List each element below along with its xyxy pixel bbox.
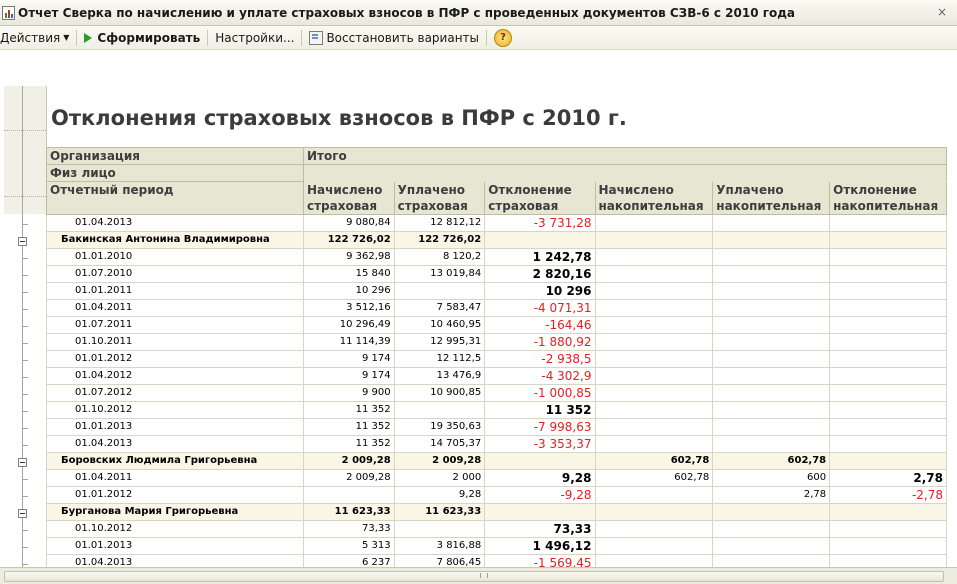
header-blank <box>303 165 946 182</box>
cell-charged-insurance <box>303 487 394 504</box>
cell-paid-insurance: 8 120,2 <box>394 249 485 266</box>
cell-charged-insurance: 11 352 <box>303 402 394 419</box>
cell-deviation-insurance: 1 496,12 <box>485 538 595 555</box>
collapse-group-icon[interactable] <box>18 458 27 467</box>
tree-branch <box>22 547 28 548</box>
report-table <box>46 147 947 567</box>
cell-charged-funded <box>595 266 713 283</box>
cell-deviation-insurance: 9,28 <box>485 470 595 487</box>
period-cell: 01.01.2011 <box>47 283 304 300</box>
cell-deviation-insurance: -2 938,5 <box>485 351 595 368</box>
cell-deviation-insurance: -1 000,85 <box>485 385 595 402</box>
period-cell: 01.10.2012 <box>47 402 304 419</box>
table-row[interactable] <box>47 487 947 504</box>
help-icon: ? <box>494 29 512 47</box>
cell-deviation-insurance: -3 731,28 <box>485 215 595 232</box>
cell-deviation-funded <box>830 453 947 470</box>
cell-charged-funded: 602,78 <box>595 453 713 470</box>
cell-paid-insurance: 3 816,88 <box>394 538 485 555</box>
toolbar-separator <box>76 30 77 46</box>
cell-deviation-funded <box>830 538 947 555</box>
table-row[interactable] <box>47 215 947 232</box>
cell-paid-funded <box>713 504 830 521</box>
tree-branch <box>22 343 28 344</box>
cell-deviation-funded: -2,78 <box>830 487 947 504</box>
tree-branch <box>22 530 28 531</box>
cell-charged-funded <box>595 334 713 351</box>
cell-deviation-funded <box>830 317 947 334</box>
cell-deviation-funded <box>830 334 947 351</box>
chevron-down-icon: ▼ <box>63 33 70 42</box>
period-cell: 01.04.2013 <box>47 555 304 568</box>
period-cell: 01.07.2010 <box>47 266 304 283</box>
tree-branch <box>22 394 28 395</box>
cell-paid-funded: 602,78 <box>713 453 830 470</box>
cell-charged-insurance: 11 352 <box>303 436 394 453</box>
cell-charged-insurance: 3 512,16 <box>303 300 394 317</box>
cell-deviation-insurance: -9,28 <box>485 487 595 504</box>
cell-paid-insurance: 19 350,63 <box>394 419 485 436</box>
header-col-3: Отклонение страховая <box>485 182 595 215</box>
period-cell: 01.04.2011 <box>47 470 304 487</box>
cell-paid-funded <box>713 538 830 555</box>
period-cell: 01.01.2012 <box>47 487 304 504</box>
cell-charged-funded <box>595 385 713 402</box>
tree-branch <box>22 275 28 276</box>
help-button[interactable] <box>491 28 515 48</box>
period-cell: 01.04.2011 <box>47 300 304 317</box>
cell-deviation-funded <box>830 351 947 368</box>
cell-paid-insurance: 122 726,02 <box>394 232 485 249</box>
toolbar-separator <box>486 30 487 46</box>
scrollbar-grip-icon <box>480 573 488 578</box>
settings-label: Настройки... <box>215 30 295 45</box>
table-row[interactable] <box>47 419 947 436</box>
close-icon[interactable]: × <box>936 5 948 19</box>
cell-deviation-insurance: 10 296 <box>485 283 595 300</box>
header-col-2: Уплачено страховая <box>394 182 485 215</box>
cell-paid-funded <box>713 266 830 283</box>
cell-deviation-funded <box>830 521 947 538</box>
cell-deviation-funded <box>830 215 947 232</box>
period-cell: 01.01.2013 <box>47 538 304 555</box>
cell-charged-funded <box>595 215 713 232</box>
cell-charged-insurance: 10 296 <box>303 283 394 300</box>
cell-deviation-funded <box>830 402 947 419</box>
cell-charged-insurance: 11 623,33 <box>303 504 394 521</box>
tree-branch <box>22 258 28 259</box>
toolbar <box>0 26 957 50</box>
table-row[interactable] <box>47 521 947 538</box>
cell-paid-funded <box>713 555 830 568</box>
period-cell: 01.01.2013 <box>47 419 304 436</box>
cell-charged-insurance: 10 296,49 <box>303 317 394 334</box>
period-cell: 01.10.2011 <box>47 334 304 351</box>
settings-button[interactable] <box>212 28 297 48</box>
toolbar-separator <box>207 30 208 46</box>
header-col-5: Уплачено накопительная <box>713 182 830 215</box>
cell-charged-funded <box>595 555 713 568</box>
cell-charged-funded <box>595 317 713 334</box>
header-total: Итого <box>303 148 946 165</box>
actions-menu-label: Действия <box>0 30 61 45</box>
cell-charged-funded <box>595 521 713 538</box>
cell-deviation-funded <box>830 266 947 283</box>
report-heading: Отклонения страховых взносов в ПФР с 2010 г. <box>51 106 627 130</box>
cell-paid-insurance: 11 623,33 <box>394 504 485 521</box>
cell-deviation-insurance: 73,33 <box>485 521 595 538</box>
cell-paid-funded <box>713 436 830 453</box>
table-row[interactable] <box>47 538 947 555</box>
cell-charged-funded <box>595 419 713 436</box>
tree-branch <box>22 496 28 497</box>
cell-deviation-funded <box>830 249 947 266</box>
cell-paid-insurance: 13 019,84 <box>394 266 485 283</box>
cell-paid-insurance: 2 009,28 <box>394 453 485 470</box>
period-cell: 01.01.2010 <box>47 249 304 266</box>
tree-branch <box>22 445 28 446</box>
tree-branch <box>22 564 28 565</box>
cell-charged-funded <box>595 504 713 521</box>
period-cell: 01.04.2013 <box>47 436 304 453</box>
cell-charged-insurance: 9 362,98 <box>303 249 394 266</box>
collapse-group-icon[interactable] <box>18 509 27 518</box>
tree-branch <box>22 377 28 378</box>
cell-charged-funded <box>595 300 713 317</box>
table-row[interactable] <box>47 334 947 351</box>
cell-charged-insurance: 11 352 <box>303 419 394 436</box>
scrollbar-thumb[interactable] <box>4 571 944 582</box>
table-row[interactable] <box>47 555 947 568</box>
cell-paid-funded <box>713 334 830 351</box>
header-organization: Организация <box>47 148 304 165</box>
tree-branch <box>22 309 28 310</box>
cell-paid-funded <box>713 249 830 266</box>
tree-branch <box>22 224 28 225</box>
cell-deviation-insurance <box>485 453 595 470</box>
generate-label: Сформировать <box>97 30 201 45</box>
period-cell: 01.07.2011 <box>47 317 304 334</box>
cell-charged-funded <box>595 232 713 249</box>
cell-paid-funded <box>713 368 830 385</box>
restore-variants-button[interactable] <box>306 28 482 48</box>
period-cell: 01.07.2012 <box>47 385 304 402</box>
tree-branch <box>22 326 28 327</box>
window-titlebar <box>0 0 957 26</box>
table-row[interactable] <box>47 266 947 283</box>
cell-deviation-funded <box>830 283 947 300</box>
group-row[interactable] <box>47 504 947 521</box>
cell-charged-insurance: 11 114,39 <box>303 334 394 351</box>
tree-branch <box>22 360 28 361</box>
cell-deviation-insurance: 2 820,16 <box>485 266 595 283</box>
period-cell: 01.01.2012 <box>47 351 304 368</box>
cell-charged-insurance: 9 174 <box>303 351 394 368</box>
period-cell: 01.04.2012 <box>47 368 304 385</box>
cell-charged-funded <box>595 436 713 453</box>
table-row[interactable] <box>47 249 947 266</box>
cell-charged-insurance: 73,33 <box>303 521 394 538</box>
cell-paid-insurance: 12 812,12 <box>394 215 485 232</box>
cell-paid-insurance: 14 705,37 <box>394 436 485 453</box>
cell-deviation-insurance: -3 353,37 <box>485 436 595 453</box>
cell-deviation-funded <box>830 419 947 436</box>
cell-deviation-funded: 2,78 <box>830 470 947 487</box>
cell-paid-funded <box>713 215 830 232</box>
cell-deviation-insurance <box>485 504 595 521</box>
cell-deviation-funded <box>830 232 947 249</box>
header-period: Отчетный период <box>47 182 304 215</box>
cell-charged-insurance: 2 009,28 <box>303 470 394 487</box>
table-row[interactable] <box>47 470 947 487</box>
cell-charged-funded <box>595 538 713 555</box>
cell-paid-insurance <box>394 283 485 300</box>
cell-deviation-funded <box>830 385 947 402</box>
cell-paid-funded <box>713 283 830 300</box>
header-row-organization <box>47 148 947 165</box>
cell-paid-funded <box>713 521 830 538</box>
table-row[interactable] <box>47 300 947 317</box>
header-col-4: Начислено накопительная <box>595 182 713 215</box>
cell-deviation-insurance: -4 071,31 <box>485 300 595 317</box>
cell-deviation-funded <box>830 368 947 385</box>
tree-branch <box>22 411 28 412</box>
restore-variants-icon <box>309 31 323 45</box>
cell-deviation-insurance: -164,46 <box>485 317 595 334</box>
header-col-1: Начислено страховая <box>303 182 394 215</box>
cell-paid-insurance: 13 476,9 <box>394 368 485 385</box>
cell-deviation-funded <box>830 300 947 317</box>
cell-deviation-funded <box>830 555 947 568</box>
restore-variants-label: Восстановить варианты <box>326 30 480 45</box>
cell-deviation-insurance: 1 242,78 <box>485 249 595 266</box>
table-row[interactable] <box>47 317 947 334</box>
gutter-divider <box>4 196 46 197</box>
cell-deviation-insurance: -7 998,63 <box>485 419 595 436</box>
cell-paid-insurance: 2 000 <box>394 470 485 487</box>
table-row[interactable] <box>47 283 947 300</box>
table-row[interactable] <box>47 402 947 419</box>
cell-charged-insurance: 9 080,84 <box>303 215 394 232</box>
collapse-group-icon[interactable] <box>18 237 27 246</box>
cell-paid-funded <box>713 232 830 249</box>
header-row-person <box>47 165 947 182</box>
cell-paid-funded <box>713 300 830 317</box>
horizontal-scrollbar[interactable] <box>0 567 957 584</box>
cell-deviation-insurance: -1 569,45 <box>485 555 595 568</box>
cell-paid-funded: 2,78 <box>713 487 830 504</box>
cell-deviation-insurance: 11 352 <box>485 402 595 419</box>
cell-paid-insurance: 10 900,85 <box>394 385 485 402</box>
tree-branch <box>22 428 28 429</box>
table-row[interactable] <box>47 351 947 368</box>
header-row-period <box>47 182 947 215</box>
cell-charged-insurance: 122 726,02 <box>303 232 394 249</box>
cell-charged-insurance: 2 009,28 <box>303 453 394 470</box>
cell-charged-funded <box>595 402 713 419</box>
grouping-gutter <box>4 86 46 567</box>
cell-deviation-funded <box>830 436 947 453</box>
cell-paid-insurance: 7 806,45 <box>394 555 485 568</box>
cell-charged-funded <box>595 351 713 368</box>
header-col-6: Отклонение накопительная <box>830 182 947 215</box>
cell-paid-insurance: 9,28 <box>394 487 485 504</box>
cell-deviation-insurance: -4 302,9 <box>485 368 595 385</box>
person-name-cell: Боровских Людмила Григорьевна <box>47 453 304 470</box>
cell-charged-insurance: 15 840 <box>303 266 394 283</box>
person-name-cell: Бакинская Антонина Владимировна <box>47 232 304 249</box>
tree-branch <box>22 479 28 480</box>
cell-paid-insurance <box>394 521 485 538</box>
cell-charged-insurance: 9 174 <box>303 368 394 385</box>
gutter-header-band <box>4 86 47 214</box>
cell-charged-insurance: 5 313 <box>303 538 394 555</box>
report-area <box>4 86 947 567</box>
header-person: Физ лицо <box>47 165 304 182</box>
toolbar-separator <box>301 30 302 46</box>
cell-paid-funded: 600 <box>713 470 830 487</box>
cell-paid-insurance: 7 583,47 <box>394 300 485 317</box>
cell-charged-funded: 602,78 <box>595 470 713 487</box>
period-cell: 01.04.2013 <box>47 215 304 232</box>
window-title: Отчет Сверка по начислению и уплате страховых взносов в ПФР с проведенных документов СЗВ-6 с 2010 года <box>18 5 796 20</box>
generate-button[interactable] <box>81 28 203 48</box>
person-name-cell: Бурганова Мария Григорьевна <box>47 504 304 521</box>
actions-menu-button[interactable] <box>0 28 72 48</box>
cell-paid-funded <box>713 317 830 334</box>
table-row[interactable] <box>47 368 947 385</box>
report-icon <box>2 6 15 20</box>
play-icon <box>84 33 92 43</box>
gutter-divider <box>4 130 46 131</box>
cell-deviation-insurance: -1 880,92 <box>485 334 595 351</box>
cell-deviation-funded <box>830 504 947 521</box>
cell-charged-insurance: 9 900 <box>303 385 394 402</box>
cell-paid-insurance: 12 112,5 <box>394 351 485 368</box>
cell-charged-funded <box>595 368 713 385</box>
cell-paid-insurance <box>394 402 485 419</box>
table-row[interactable] <box>47 436 947 453</box>
group-row[interactable] <box>47 453 947 470</box>
cell-charged-funded <box>595 249 713 266</box>
cell-paid-funded <box>713 351 830 368</box>
cell-paid-funded <box>713 419 830 436</box>
cell-charged-insurance: 6 237 <box>303 555 394 568</box>
cell-charged-funded <box>595 487 713 504</box>
table-row[interactable] <box>47 385 947 402</box>
period-cell: 01.10.2012 <box>47 521 304 538</box>
cell-paid-insurance: 12 995,31 <box>394 334 485 351</box>
cell-deviation-insurance <box>485 232 595 249</box>
group-row[interactable] <box>47 232 947 249</box>
cell-paid-funded <box>713 402 830 419</box>
cell-paid-funded <box>713 385 830 402</box>
tree-branch <box>22 292 28 293</box>
cell-charged-funded <box>595 283 713 300</box>
cell-paid-insurance: 10 460,95 <box>394 317 485 334</box>
